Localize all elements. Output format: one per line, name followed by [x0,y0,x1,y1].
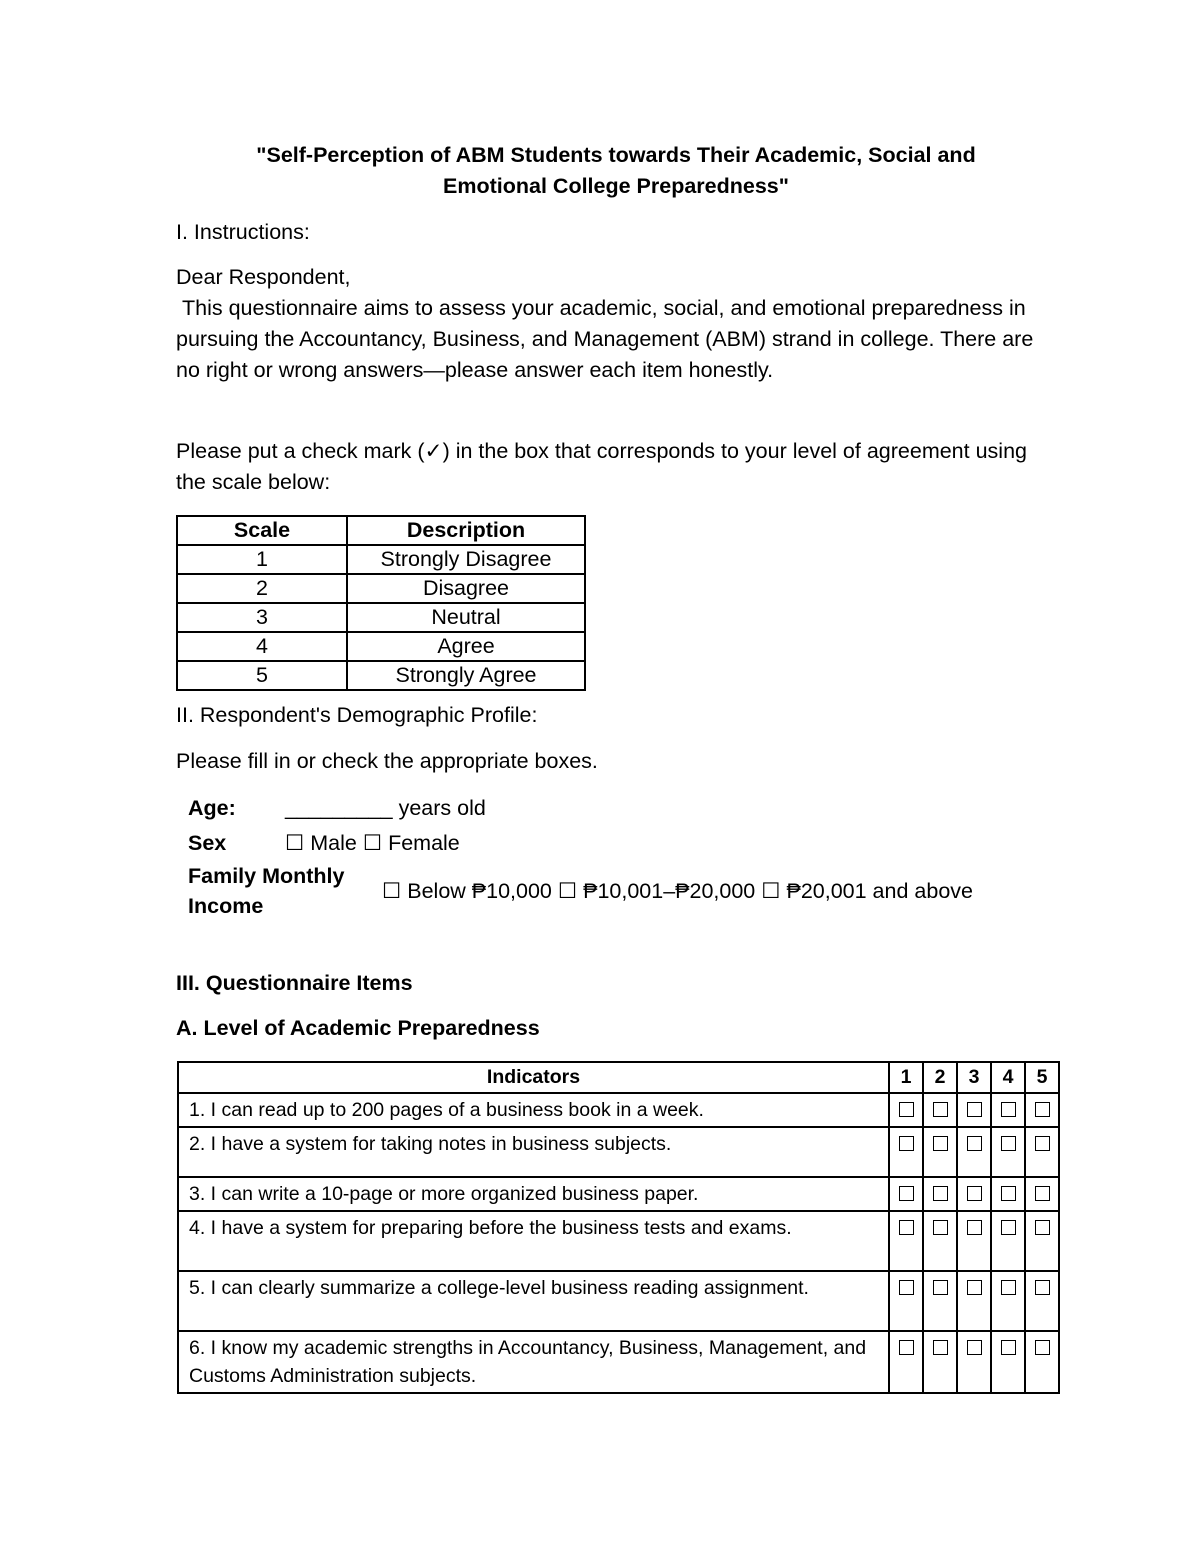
rating-checkbox[interactable] [1035,1280,1050,1295]
rating-checkbox[interactable] [967,1220,982,1235]
table-row [177,603,585,632]
scale-value: 1 [177,545,347,574]
rating-checkbox[interactable] [1001,1280,1016,1295]
intro-text: This questionnaire aims to assess your academic, social, and emotional preparedness in pursuing the Accountancy, Business, and Management (ABM) strand in college. There are no right or wrong answers—please answer each item honestly. [176,296,1040,382]
rating-checkbox[interactable] [899,1280,914,1295]
rating-checkbox[interactable] [1001,1186,1016,1201]
rating-checkbox[interactable] [1001,1220,1016,1235]
income-label-line-1: Family Monthly [188,864,345,888]
indicators-column-header: Indicators [178,1062,889,1093]
salutation: Dear Respondent, [176,265,351,289]
items-table-header [178,1062,1059,1093]
indicator-text: 4. I have a system for preparing before the business tests and exams. [178,1211,889,1271]
scale-column-header: Scale [177,516,347,545]
rating-checkbox[interactable] [1035,1186,1050,1201]
scale-description: Strongly Agree [347,661,585,690]
table-row [177,574,585,603]
rating-checkbox[interactable] [899,1186,914,1201]
rating-4-header: 4 [991,1062,1025,1093]
indicator-text: 2. I have a system for taking notes in business subjects. [178,1127,889,1177]
intro-paragraph [176,262,1056,386]
table-row [177,661,585,690]
title-line-1: "Self-Perception of ABM Students towards Their Academic, Social and [256,143,976,167]
rating-checkbox[interactable] [1001,1136,1016,1151]
sex-checkbox-options[interactable]: ☐ Male ☐ Female [285,831,460,855]
rating-3-header: 3 [957,1062,991,1093]
table-row [177,632,585,661]
age-label: Age: [188,796,236,820]
rating-checkbox[interactable] [933,1136,948,1151]
rating-checkbox[interactable] [967,1280,982,1295]
rating-2-header: 2 [923,1062,957,1093]
table-row [178,1331,1059,1393]
rating-checkbox[interactable] [899,1136,914,1151]
scale-description: Agree [347,632,585,661]
scale-table-header [177,516,585,545]
indicator-text: 3. I can write a 10-page or more organized business paper. [178,1177,889,1211]
rating-checkbox[interactable] [933,1102,948,1117]
rating-checkbox[interactable] [1001,1102,1016,1117]
rating-checkbox[interactable] [967,1102,982,1117]
table-row [177,545,585,574]
table-row [178,1211,1059,1271]
demographic-instruction: Please fill in or check the appropriate boxes. [176,749,598,773]
rating-checkbox[interactable] [933,1220,948,1235]
scale-value: 2 [177,574,347,603]
scale-value: 5 [177,661,347,690]
academic-preparedness-heading: A. Level of Academic Preparedness [176,1016,540,1040]
rating-checkbox[interactable] [1035,1340,1050,1355]
rating-checkbox[interactable] [1001,1340,1016,1355]
rating-checkbox[interactable] [967,1340,982,1355]
sex-label: Sex [188,831,227,855]
table-row [178,1271,1059,1331]
rating-5-header: 5 [1025,1062,1059,1093]
rating-checkbox[interactable] [899,1220,914,1235]
scale-value: 3 [177,603,347,632]
instructions-heading: I. Instructions: [176,220,310,244]
scale-description: Disagree [347,574,585,603]
rating-checkbox[interactable] [933,1186,948,1201]
income-checkbox-options[interactable]: ☐ Below ₱10,000 ☐ ₱10,001–₱20,000 ☐ ₱20,001 and above [382,879,973,903]
indicator-text: 5. I can clearly summarize a college-level business reading assignment. [178,1271,889,1331]
scale-description: Neutral [347,603,585,632]
table-row [178,1127,1059,1177]
description-column-header: Description [347,516,585,545]
demographic-heading: II. Respondent's Demographic Profile: [176,703,538,727]
rating-1-header: 1 [889,1062,923,1093]
rating-checkbox[interactable] [1035,1102,1050,1117]
table-row [178,1177,1059,1211]
indicator-text: 1. I can read up to 200 pages of a business book in a week. [178,1093,889,1127]
rating-checkbox[interactable] [967,1136,982,1151]
scale-value: 4 [177,632,347,661]
rating-checkbox[interactable] [899,1102,914,1117]
scale-table [176,515,586,691]
income-label-line-2: Income [188,894,264,918]
scale-instruction: Please put a check mark (✓) in the box that corresponds to your level of agreement using the scale below: [176,439,1027,494]
rating-checkbox[interactable] [933,1280,948,1295]
rating-checkbox[interactable] [1035,1220,1050,1235]
age-blank[interactable]: _________ years old [285,796,486,820]
indicator-text: 6. I know my academic strengths in Accountancy, Business, Management, and Customs Administration subjects. [178,1331,889,1393]
rating-checkbox[interactable] [1035,1136,1050,1151]
rating-checkbox[interactable] [967,1186,982,1201]
document-title [176,140,1056,202]
questionnaire-heading: III. Questionnaire Items [176,971,413,995]
scale-description: Strongly Disagree [347,545,585,574]
table-row [178,1093,1059,1127]
academic-items-table [177,1061,1060,1394]
rating-checkbox[interactable] [899,1340,914,1355]
title-line-2: Emotional College Preparedness" [443,174,789,198]
rating-checkbox[interactable] [933,1340,948,1355]
